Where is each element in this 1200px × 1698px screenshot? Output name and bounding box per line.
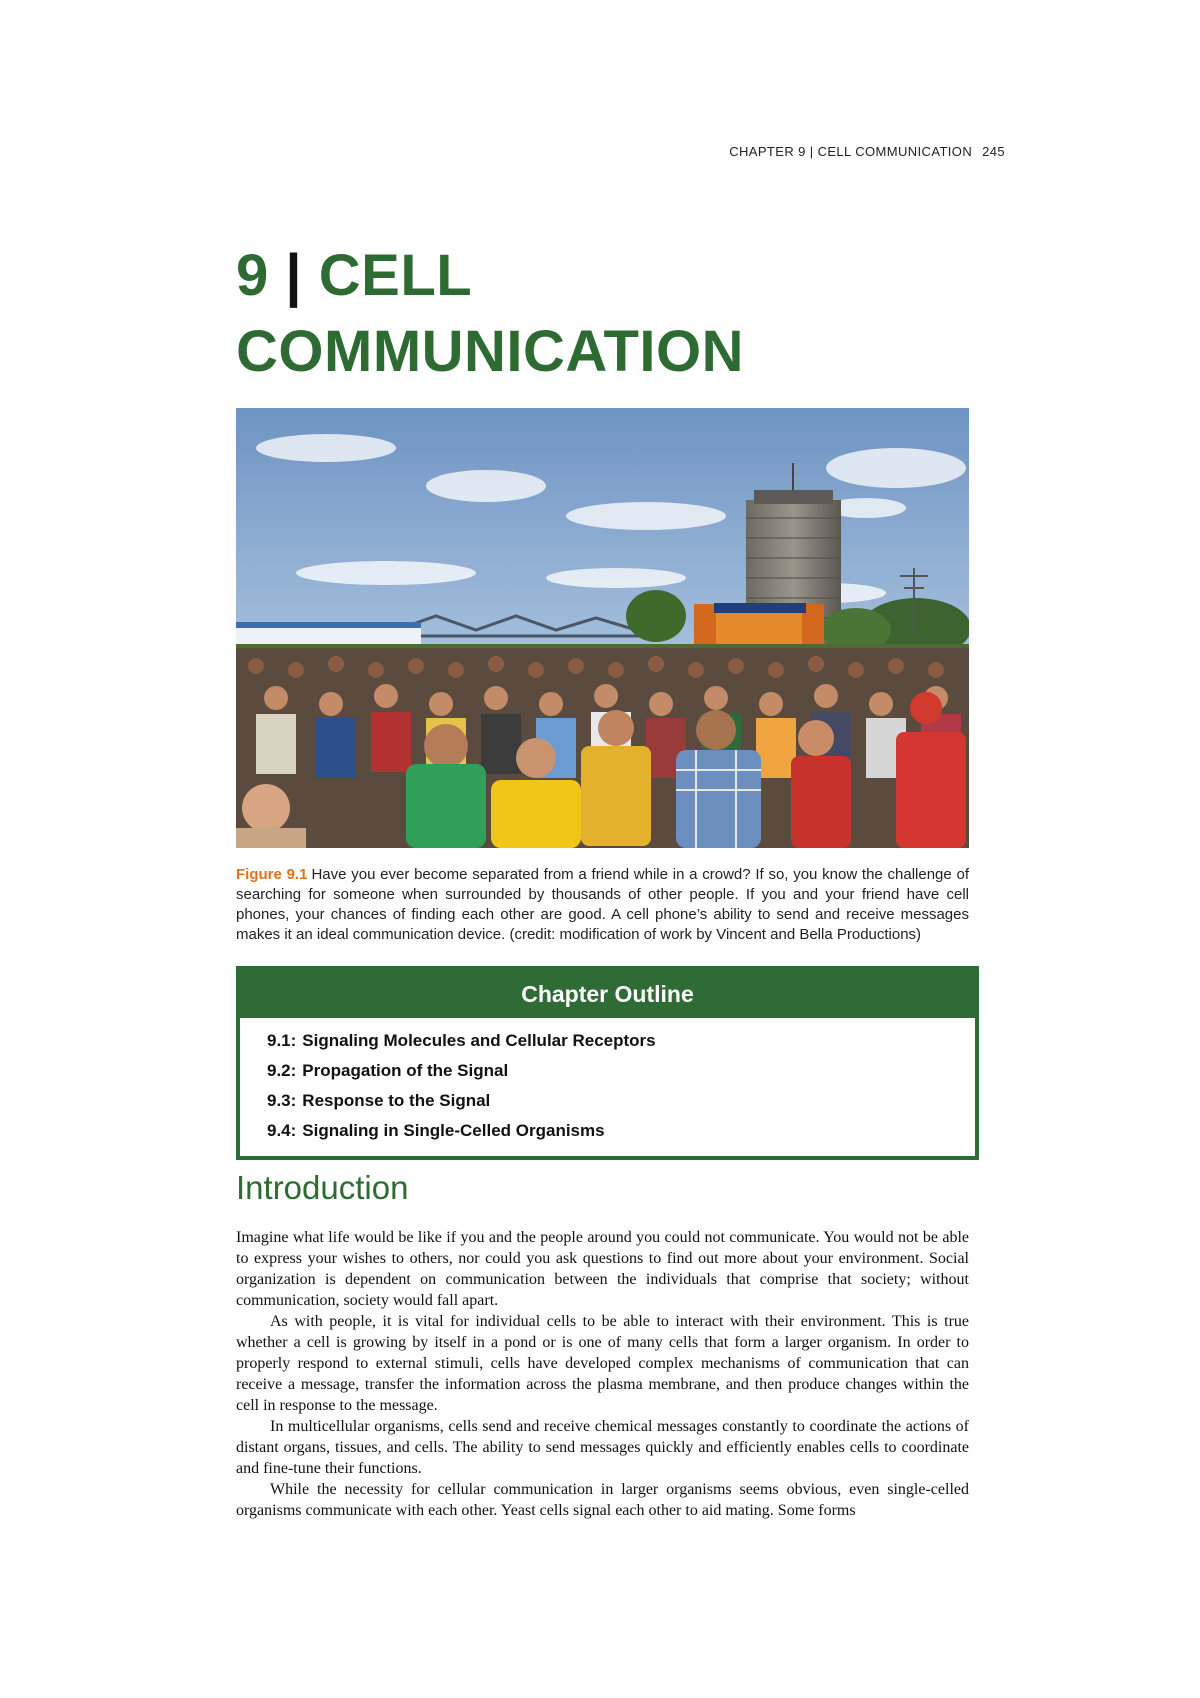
page-number: 245 (982, 144, 1005, 159)
introduction-heading: Introduction (236, 1169, 409, 1206)
chapter-number: 9 (236, 243, 269, 308)
chapter-title-text: CELL COMMUNICATION (236, 243, 745, 384)
figure-label: Figure 9.1 (236, 866, 308, 883)
intro-paragraph-2: As with people, it is vital for individual cells to be able to interact with their environment. This is true whether a cell is growing by itself in a pond or is one of many cells that form a larger organism. In order to properly respond to external stimuli, cells have developed complex mechanisms of communication that can receive a message, transfer the information across the plasma membrane, and then produce changes within the cell in response to the message. (236, 1313, 969, 1414)
outline-item-9-1[interactable] (267, 1026, 975, 1056)
outline-item-number: 9.3: (267, 1091, 297, 1110)
outline-item-title: Signaling in Single-Celled Organisms (302, 1121, 605, 1140)
chapter-title (236, 238, 976, 390)
outline-item-9-2[interactable] (267, 1056, 975, 1086)
intro-paragraph-4: While the necessity for cellular communication in larger organisms seems obvious, even single-celled organisms communicate with each other. Yeast cells signal each other to aid mating. Some forms (236, 1481, 969, 1519)
figure-crowd-photo (236, 408, 969, 848)
intro-paragraph-1: Imagine what life would be like if you and the people around you could not communicate. You would not be able to express your wishes to others, nor could you ask questions to find out more about your environment. Social organization is dependent on communication between the individuals that comprise that society; without communication, society would fall apart. (236, 1229, 969, 1309)
chapter-outline-heading: Chapter Outline (240, 970, 975, 1018)
outline-item-number: 9.2: (267, 1061, 297, 1080)
chapter-separator: | (285, 243, 303, 308)
figure-caption-text: Have you ever become separated from a friend while in a crowd? If so, you know the challenge of searching for someone when surrounded by thousands of other people. If you and your friend have cell phones, your chances of finding each other are good. A cell phone’s ability to send and receive messages makes it an ideal communication device. (credit: modification of work by Vincent and Bella Productions) (236, 866, 969, 943)
running-head (600, 144, 1005, 159)
outline-item-title: Signaling Molecules and Cellular Receptors (302, 1031, 656, 1050)
crowd-photo-illustration (236, 408, 969, 848)
chapter-outline-list (240, 1018, 975, 1156)
chapter-outline-box (236, 966, 979, 1160)
introduction-body (236, 1227, 969, 1521)
outline-item-number: 9.4: (267, 1121, 297, 1140)
outline-item-title: Propagation of the Signal (302, 1061, 509, 1080)
running-head-text: CHAPTER 9 | CELL COMMUNICATION (729, 144, 973, 159)
outline-item-number: 9.1: (267, 1031, 297, 1050)
outline-item-9-4[interactable] (267, 1116, 975, 1146)
intro-paragraph-3: In multicellular organisms, cells send and receive chemical messages constantly to coordinate the actions of distant organs, tissues, and cells. The ability to send messages quickly and efficiently enables cells to coordinate and fine-tune their functions. (236, 1418, 969, 1477)
outline-item-title: Response to the Signal (302, 1091, 491, 1110)
figure-caption (236, 865, 969, 945)
outline-item-9-3[interactable] (267, 1086, 975, 1116)
